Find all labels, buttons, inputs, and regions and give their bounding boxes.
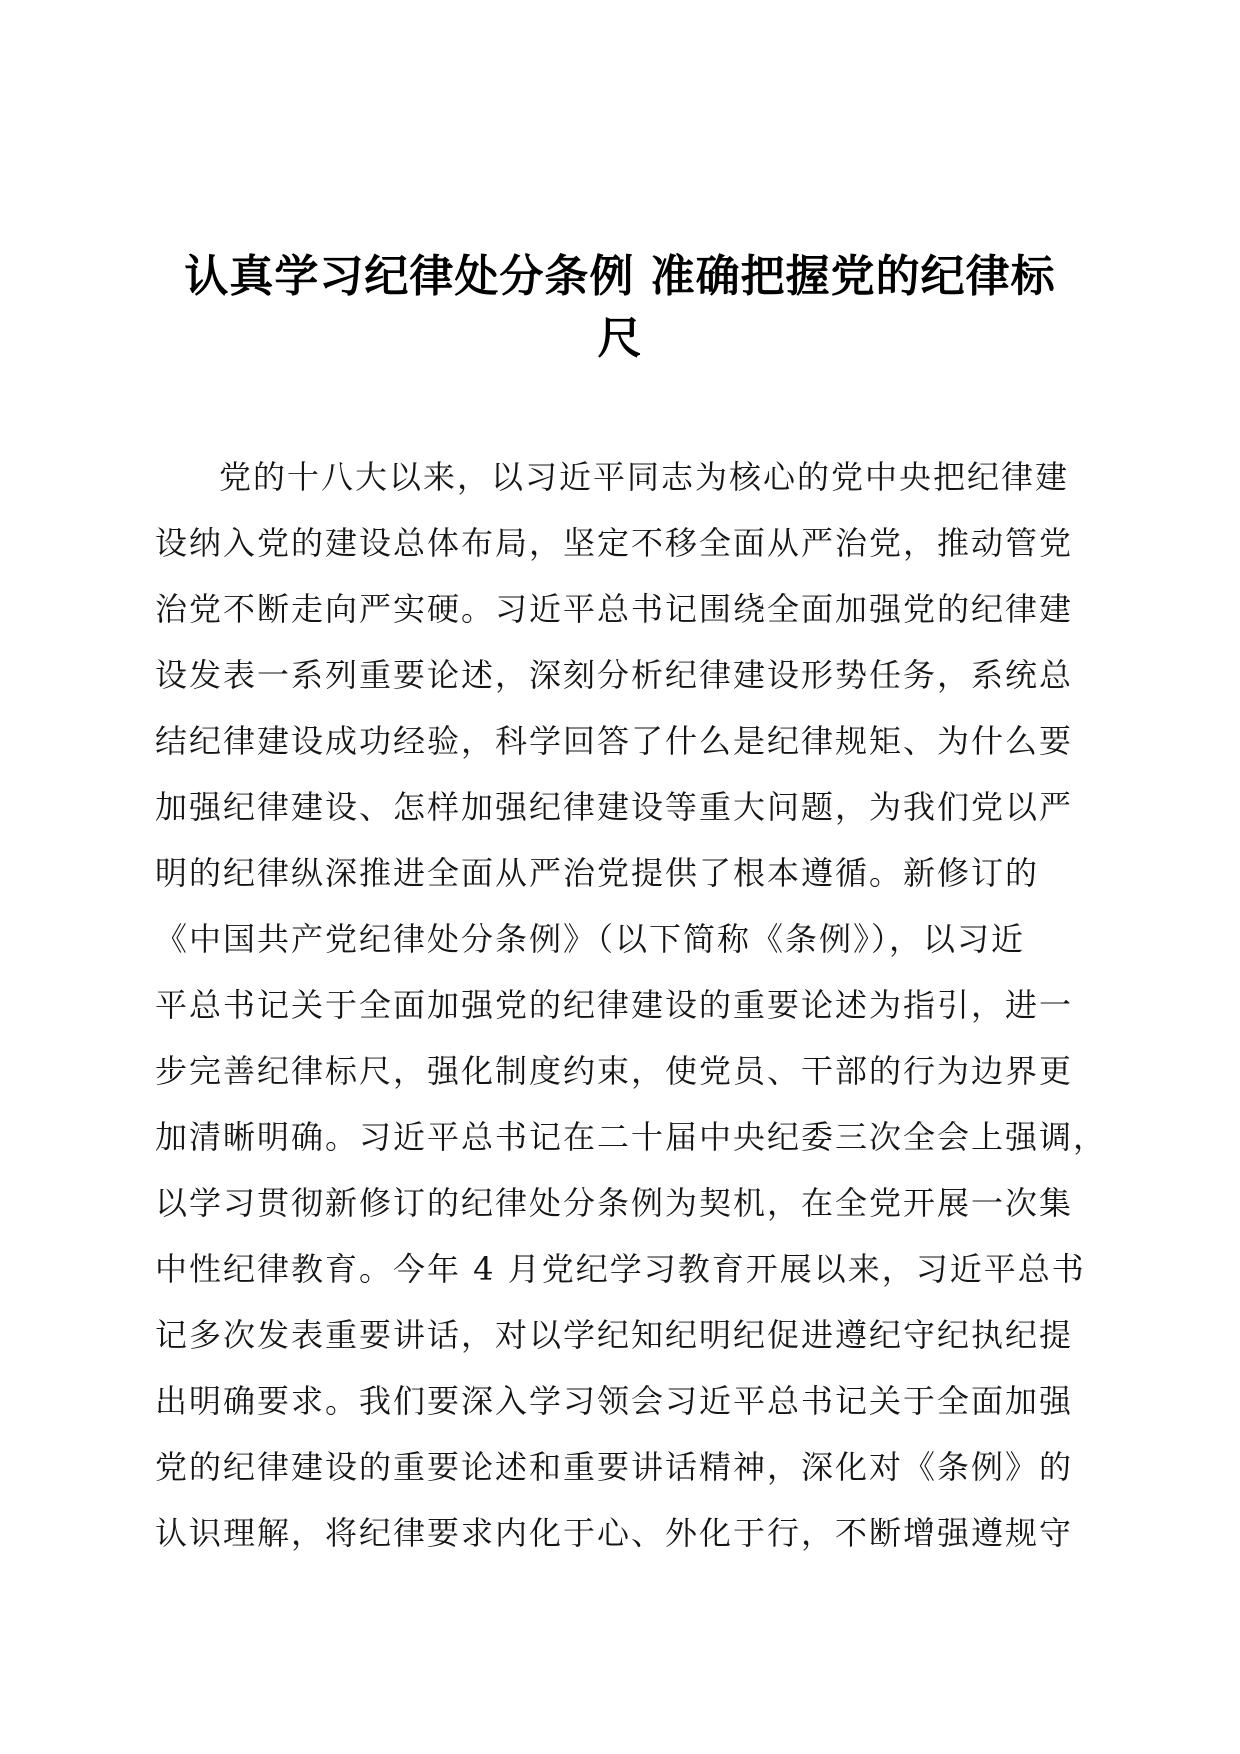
body-line: 设纳入党的建设总体布局，坚定不移全面从严治党，推动管党 bbox=[155, 524, 1074, 562]
body-line: 步完善纪律标尺，强化制度约束，使党员、干部的行为边界更 bbox=[155, 1052, 1074, 1090]
body-line: 以学习贯彻新修订的纪律处分条例为契机，在全党开展一次集 bbox=[155, 1184, 1074, 1222]
body-line: 平总书记关于全面加强党的纪律建设的重要论述为指引，进一 bbox=[155, 986, 1074, 1024]
body-line: 记多次发表重要讲话，对以学纪知纪明纪促进遵纪守纪执纪提 bbox=[155, 1316, 1074, 1354]
body-line: 党的纪律建设的重要论述和重要讲话精神，深化对《条例》的 bbox=[155, 1448, 1074, 1486]
title-line-1: 认真学习纪律处分条例 准确把握党的纪律标 bbox=[184, 251, 1056, 302]
body-line: 党的十八大以来，以习近平同志为核心的党中央把纪律建 bbox=[219, 458, 1070, 496]
body-line: 明的纪律纵深推进全面从严治党提供了根本遵循。新修订的 bbox=[155, 854, 1040, 892]
body-line: 中性纪律教育。今年 4 月党纪学习教育开展以来，习近平总书 bbox=[155, 1250, 1086, 1288]
body-line: 加强纪律建设、怎样加强纪律建设等重大问题，为我们党以严 bbox=[155, 788, 1074, 826]
title-line-2: 尺 bbox=[597, 313, 643, 364]
body-line: 认识理解，将纪律要求内化于心、外化于行，不断增强遵规守 bbox=[155, 1514, 1074, 1552]
body-line: 出明确要求。我们要深入学习领会习近平总书记关于全面加强 bbox=[155, 1382, 1074, 1420]
body-paragraph bbox=[155, 444, 1108, 1566]
body-line: 设发表一系列重要论述，深刻分析纪律建设形势任务，系统总 bbox=[155, 656, 1074, 694]
body-line: 治党不断走向严实硬。习近平总书记围绕全面加强党的纪律建 bbox=[155, 590, 1074, 628]
body-line: 《中国共产党纪律处分条例》（以下简称《条例》），以习近 bbox=[155, 920, 1026, 958]
body-line: 加清晰明确。习近平总书记在二十届中央纪委三次全会上强调， bbox=[155, 1118, 1108, 1156]
document-title bbox=[155, 246, 1085, 370]
body-line: 结纪律建设成功经验，科学回答了什么是纪律规矩、为什么要 bbox=[155, 722, 1074, 760]
